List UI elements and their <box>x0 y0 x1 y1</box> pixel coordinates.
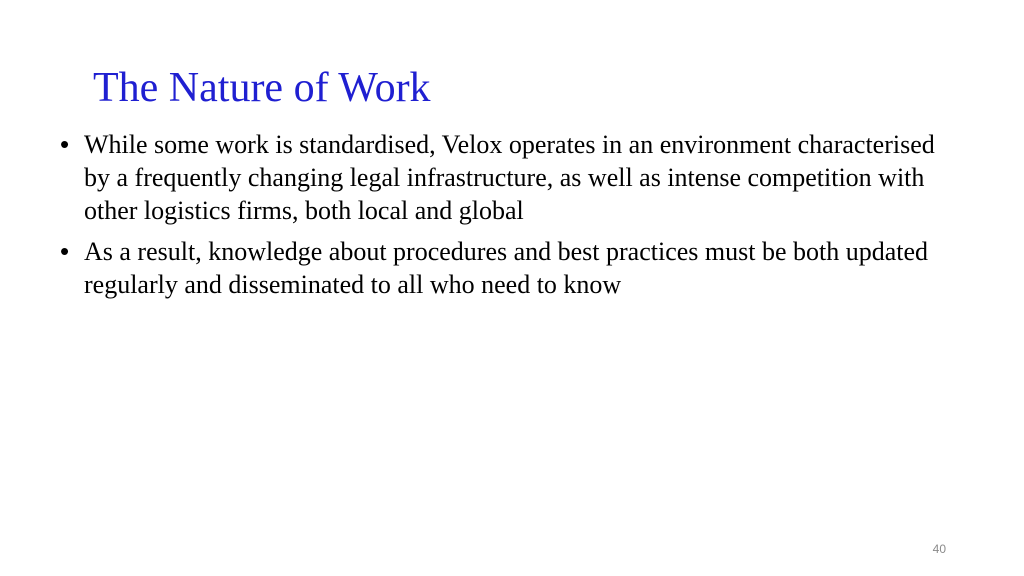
bullet-list <box>60 128 960 309</box>
bullet-item-2 <box>60 235 960 301</box>
bullet-text-2: As a result, knowledge about procedures and best practices must be both updated regularly and disseminated to all who need to know <box>84 237 929 299</box>
slide-title: The Nature of Work <box>93 65 431 111</box>
bullet-text-1: While some work is standardised, Velox operates in an environment characterised by a frequently changing legal infrastructure, as well as intense competition with other logistics firms, both local and global <box>84 130 935 225</box>
slide-number: 40 <box>932 542 946 556</box>
bullet-dot-icon: • <box>60 236 70 266</box>
bullet-dot-icon: • <box>60 129 70 159</box>
bullet-item-1 <box>60 128 960 227</box>
